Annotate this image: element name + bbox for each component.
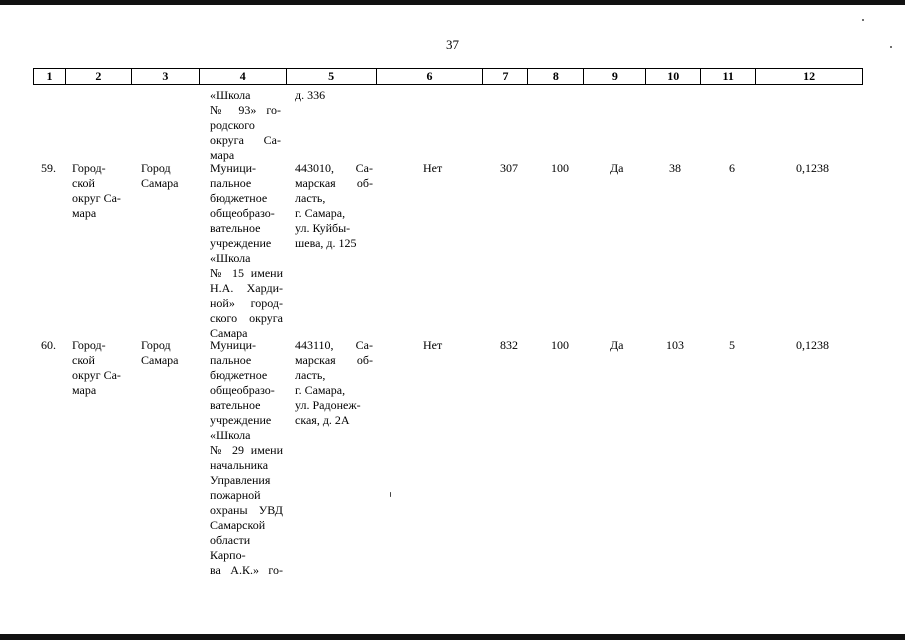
header-cell: 9: [584, 69, 646, 84]
row-index: 60.: [41, 338, 56, 352]
header-cell: 10: [646, 69, 701, 84]
header-cell: 4: [200, 69, 287, 84]
header-cell: 2: [66, 69, 132, 84]
text-line: мара: [72, 383, 97, 397]
header-cell: 6: [377, 69, 484, 84]
institution-cell: [210, 161, 283, 341]
text-line: пальное: [210, 353, 252, 367]
text-line: Н.А. Харди-: [210, 281, 283, 295]
col10-value: 38: [669, 161, 681, 175]
text-line: д. 336: [295, 88, 326, 102]
header-cell: 7: [483, 69, 528, 84]
col9-value: Да: [610, 161, 624, 175]
col7-value: 307: [500, 161, 518, 175]
district-cell: [72, 161, 134, 221]
text-line: № 15 имени: [210, 266, 283, 280]
text-line: бюджетное: [210, 191, 268, 205]
row-index: 59.: [41, 161, 56, 175]
text-line: мара: [210, 148, 235, 162]
text-line: Город: [141, 338, 171, 352]
text-line: ной» город-: [210, 296, 283, 310]
text-line: области: [210, 533, 251, 547]
col8-value: 100: [551, 338, 569, 352]
text-line: округа Са-: [210, 133, 281, 147]
institution-cell: [210, 338, 283, 578]
text-line: Управления: [210, 473, 271, 487]
text-line: Город: [141, 161, 171, 175]
text-line: Самарской: [210, 518, 266, 532]
text-line: ская, д. 2А: [295, 413, 350, 427]
text-line: 443010, Са-: [295, 161, 373, 175]
text-line: шева, д. 125: [295, 236, 357, 250]
text-line: пальное: [210, 176, 252, 190]
text-line: 443110, Са-: [295, 338, 373, 352]
text-line: г. Самара,: [295, 206, 346, 220]
text-line: «Школа: [210, 251, 251, 265]
text-line: мара: [72, 206, 97, 220]
col12-value: 0,1238: [796, 161, 829, 175]
col6-value: Нет: [423, 161, 443, 175]
institution-cell-continued: [210, 88, 281, 163]
text-line: «Школа: [210, 88, 251, 102]
text-line: ласть,: [295, 191, 326, 205]
city-cell: [141, 161, 203, 191]
text-line: «Школа: [210, 428, 251, 442]
bottom-border: [0, 634, 905, 640]
header-cell: 12: [756, 69, 863, 84]
text-line: Самара: [141, 176, 179, 190]
col9-value: Да: [610, 338, 624, 352]
top-border: [0, 0, 905, 5]
header-cell: 1: [34, 69, 66, 84]
text-line: округ Са-: [72, 191, 121, 205]
text-line: ласть,: [295, 368, 326, 382]
text-line: ского округа: [210, 311, 283, 325]
text-line: пожарной: [210, 488, 261, 502]
text-line: родского: [210, 118, 255, 132]
address-cell: [295, 161, 373, 251]
text-line: Муници-: [210, 338, 257, 352]
header-cell: 3: [132, 69, 200, 84]
text-line: учреждение: [210, 413, 272, 427]
text-line: охраны УВД: [210, 503, 283, 517]
text-line: Самара: [210, 326, 248, 340]
text-line: Город-: [72, 161, 106, 175]
header-cell: 5: [287, 69, 377, 84]
text-line: вательное: [210, 221, 261, 235]
col6-value: Нет: [423, 338, 443, 352]
text-line: ской: [72, 353, 95, 367]
text-line: № 93» го-: [210, 103, 281, 117]
city-cell: [141, 338, 203, 368]
text-line: Карпо-: [210, 548, 246, 562]
text-line: начальника: [210, 458, 269, 472]
page-number: 37: [446, 37, 459, 52]
col12-value: 0,1238: [796, 338, 829, 352]
scan-speck: [390, 492, 391, 497]
col10-value: 103: [666, 338, 684, 352]
col8-value: 100: [551, 161, 569, 175]
text-line: общеобразо-: [210, 206, 275, 220]
text-line: марская об-: [295, 176, 373, 190]
header-cell: 8: [528, 69, 584, 84]
header-cell: 11: [701, 69, 756, 84]
scan-speck: [862, 19, 864, 21]
text-line: г. Самара,: [295, 383, 346, 397]
table-header: [33, 68, 863, 85]
text-line: ской: [72, 176, 95, 190]
text-line: ул. Радонеж-: [295, 398, 361, 412]
text-line: учреждение: [210, 236, 272, 250]
address-cell: [295, 338, 373, 428]
address-cell-continued: [295, 88, 375, 103]
text-line: округ Са-: [72, 368, 121, 382]
text-line: марская об-: [295, 353, 373, 367]
text-line: бюджетное: [210, 368, 268, 382]
district-cell: [72, 338, 134, 398]
text-line: № 29 имени: [210, 443, 283, 457]
text-line: ул. Куйбы-: [295, 221, 351, 235]
text-line: Самара: [141, 353, 179, 367]
col11-value: 6: [729, 161, 735, 175]
text-line: общеобразо-: [210, 383, 275, 397]
text-line: Город-: [72, 338, 106, 352]
text-line: Муници-: [210, 161, 257, 175]
col7-value: 832: [500, 338, 518, 352]
text-line: вательное: [210, 398, 261, 412]
text-line: ва А.К.» го-: [210, 563, 283, 577]
col11-value: 5: [729, 338, 735, 352]
